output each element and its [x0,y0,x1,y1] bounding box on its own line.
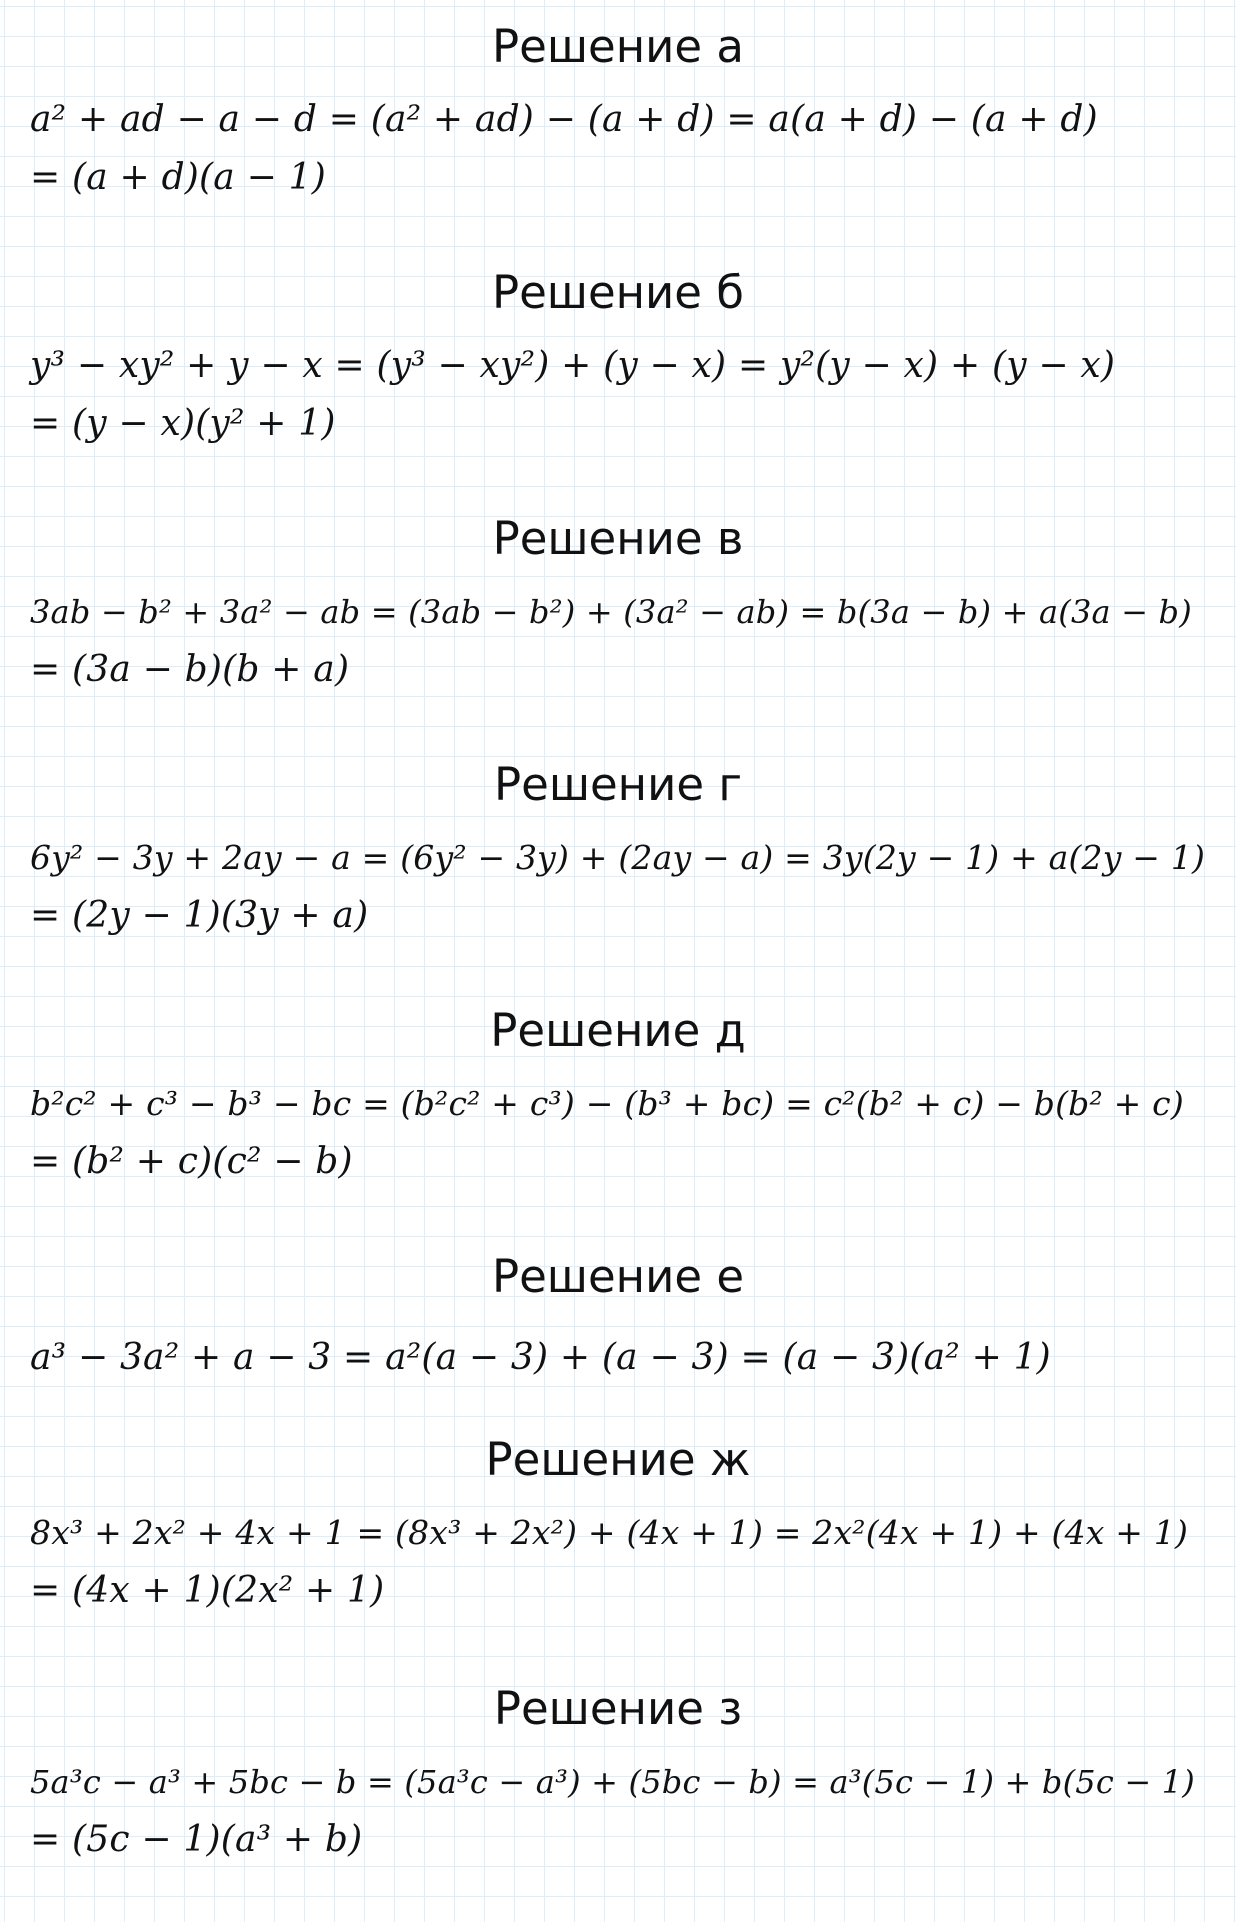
equation-line: b²c² + c³ − b³ − bc = (b²c² + c³) − (b³ + bc) = c²(b² + c) − b(b² + c) [30,1084,1184,1123]
equation-line: = (4x + 1)(2x² + 1) [30,1570,385,1611]
solution-title: Решение г [494,758,742,811]
equation-line: 3ab − b² + 3a² − ab = (3ab − b²) + (3a² − ab) = b(3a − b) + a(3a − b) [30,593,1192,631]
solution-title: Решение з [493,1682,743,1735]
equation-line: = (3a − b)(b + a) [30,649,350,690]
equation-line: 6y² − 3y + 2ay − a = (6y² − 3y) + (2ay − a) = 3y(2y − 1) + a(2y − 1) [30,838,1206,877]
solution-title: Решение в [492,512,744,565]
equation-line: = (2y − 1)(3y + a) [30,895,369,936]
equation-line: 8x³ + 2x² + 4x + 1 = (8x³ + 2x²) + (4x + 1) = 2x²(4x + 1) + (4x + 1) [30,1513,1189,1552]
equation-line: y³ − xy² + y − x = (y³ − xy²) + (y − x) = y²(y − x) + (y − x) [30,345,1116,386]
solution-title: Решение д [490,1004,746,1057]
solution-title: Решение а [492,20,744,73]
equation-line: = (5c − 1)(a³ + b) [30,1819,363,1860]
equation-line: a² + ad − a − d = (a² + ad) − (a + d) = a(a + d) − (a + d) [30,99,1098,140]
equation-line: 5a³c − a³ + 5bc − b = (5a³c − a³) + (5bc − b) = a³(5c − 1) + b(5c − 1) [30,1763,1195,1801]
equation-line: = (a + d)(a − 1) [30,157,326,198]
solution-title: Решение ж [485,1433,751,1486]
solution-title: Решение е [491,1250,745,1303]
equation-line: = (b² + c)(c² − b) [30,1141,353,1182]
solution-title: Решение б [491,266,745,319]
equation-line: a³ − 3a² + a − 3 = a²(a − 3) + (a − 3) = (a − 3)(a² + 1) [30,1337,1051,1378]
equation-line: = (y − x)(y² + 1) [30,403,336,444]
